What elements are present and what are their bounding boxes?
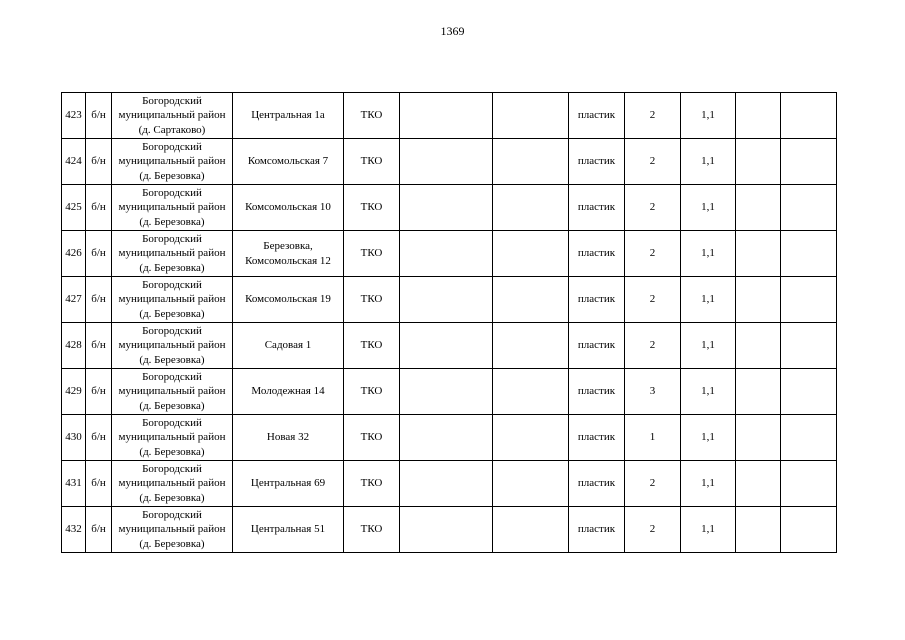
empty-cell <box>400 415 493 461</box>
empty-cell <box>493 461 569 507</box>
empty-cell <box>400 507 493 553</box>
district-cell <box>112 277 233 323</box>
empty-cell <box>493 277 569 323</box>
table-row <box>62 139 837 185</box>
address-cell <box>233 139 344 185</box>
district-cell-line: муниципальный район <box>118 201 226 214</box>
empty-cell <box>781 461 837 507</box>
district-cell-line: Богородский <box>142 140 202 153</box>
district-cell <box>112 369 233 415</box>
container-sites-table <box>61 92 837 553</box>
container-count-cell: 2 <box>625 323 681 369</box>
empty-cell <box>493 507 569 553</box>
address-cell-line: Молодежная 14 <box>251 385 325 398</box>
row-number-cell: 431 <box>62 461 86 507</box>
empty-cell <box>493 231 569 277</box>
district-cell-line: Богородский <box>142 324 202 337</box>
address-cell-line: Комсомольская 7 <box>247 155 329 168</box>
empty-cell <box>400 185 493 231</box>
material-cell: пластик <box>569 139 625 185</box>
table-row <box>62 185 837 231</box>
address-cell-line: Новая 32 <box>266 431 310 444</box>
district-cell-line: Богородский <box>142 186 202 199</box>
container-count-cell: 2 <box>625 185 681 231</box>
empty-cell <box>493 369 569 415</box>
address-cell-line: Центральная 1а <box>251 109 325 122</box>
empty-cell <box>736 93 781 139</box>
district-cell-line: муниципальный район <box>118 385 226 398</box>
material-cell: пластик <box>569 369 625 415</box>
district-cell <box>112 139 233 185</box>
volume-cell: 1,1 <box>681 231 736 277</box>
district-cell <box>112 461 233 507</box>
volume-cell: 1,1 <box>681 185 736 231</box>
district-cell-line: (д. Сартаково) <box>138 123 206 136</box>
no-number-cell: б/н <box>86 93 112 139</box>
district-cell-line: Богородский <box>142 462 202 475</box>
district-cell <box>112 93 233 139</box>
empty-cell <box>400 231 493 277</box>
no-number-cell: б/н <box>86 185 112 231</box>
volume-cell: 1,1 <box>681 277 736 323</box>
district-cell-line: Богородский <box>142 508 202 521</box>
no-number-cell: б/н <box>86 139 112 185</box>
empty-cell <box>400 461 493 507</box>
material-cell: пластик <box>569 415 625 461</box>
empty-cell <box>400 139 493 185</box>
empty-cell <box>781 185 837 231</box>
empty-cell <box>781 369 837 415</box>
table-row <box>62 93 837 139</box>
volume-cell: 1,1 <box>681 369 736 415</box>
empty-cell <box>400 93 493 139</box>
district-cell-line: (д. Березовка) <box>139 169 205 182</box>
empty-cell <box>736 415 781 461</box>
district-cell-line: (д. Березовка) <box>139 215 205 228</box>
district-cell-line: (д. Березовка) <box>139 537 205 550</box>
container-count-cell: 2 <box>625 277 681 323</box>
row-number-cell: 425 <box>62 185 86 231</box>
container-count-cell: 2 <box>625 231 681 277</box>
no-number-cell: б/н <box>86 507 112 553</box>
empty-cell <box>736 369 781 415</box>
empty-cell <box>781 323 837 369</box>
empty-cell <box>781 93 837 139</box>
address-cell <box>233 277 344 323</box>
empty-cell <box>493 185 569 231</box>
waste-type-cell: ТКО <box>344 231 400 277</box>
empty-cell <box>736 231 781 277</box>
no-number-cell: б/н <box>86 277 112 323</box>
row-number-cell: 426 <box>62 231 86 277</box>
container-count-cell: 1 <box>625 415 681 461</box>
address-cell <box>233 415 344 461</box>
container-count-cell: 2 <box>625 139 681 185</box>
row-number-cell: 430 <box>62 415 86 461</box>
page-number: 1369 <box>440 24 465 38</box>
waste-type-cell: ТКО <box>344 461 400 507</box>
table-body <box>62 93 837 553</box>
address-cell <box>233 231 344 277</box>
address-cell <box>233 507 344 553</box>
table-row <box>62 231 837 277</box>
address-cell-line: Комсомольская 19 <box>245 293 331 306</box>
district-cell-line: Богородский <box>142 370 202 383</box>
no-number-cell: б/н <box>86 369 112 415</box>
empty-cell <box>781 507 837 553</box>
empty-cell <box>493 323 569 369</box>
table-row <box>62 277 837 323</box>
district-cell-line: муниципальный район <box>118 155 226 168</box>
empty-cell <box>736 323 781 369</box>
volume-cell: 1,1 <box>681 461 736 507</box>
empty-cell <box>493 139 569 185</box>
table-row <box>62 415 837 461</box>
material-cell: пластик <box>569 231 625 277</box>
empty-cell <box>736 277 781 323</box>
district-cell-line: (д. Березовка) <box>139 399 205 412</box>
empty-cell <box>493 93 569 139</box>
district-cell-line: Богородский <box>142 278 202 291</box>
district-cell-line: муниципальный район <box>118 431 226 444</box>
volume-cell: 1,1 <box>681 507 736 553</box>
material-cell: пластик <box>569 507 625 553</box>
address-cell-line: Центральная 69 <box>250 477 326 490</box>
empty-cell <box>736 507 781 553</box>
district-cell-line: муниципальный район <box>118 339 226 352</box>
material-cell: пластик <box>569 461 625 507</box>
waste-type-cell: ТКО <box>344 323 400 369</box>
address-cell-line: Центральная 51 <box>250 523 326 536</box>
address-cell-line: Комсомольская 12 <box>245 254 331 267</box>
district-cell-line: (д. Березовка) <box>139 307 205 320</box>
empty-cell <box>736 461 781 507</box>
waste-type-cell: ТКО <box>344 185 400 231</box>
container-count-cell: 3 <box>625 369 681 415</box>
district-cell <box>112 415 233 461</box>
volume-cell: 1,1 <box>681 139 736 185</box>
waste-type-cell: ТКО <box>344 369 400 415</box>
address-cell-line: Комсомольская 10 <box>245 201 331 214</box>
table-row <box>62 507 837 553</box>
empty-cell <box>781 231 837 277</box>
address-cell-line: Садовая 1 <box>264 339 312 352</box>
district-cell-line: муниципальный район <box>118 293 226 306</box>
address-cell <box>233 323 344 369</box>
table-row <box>62 369 837 415</box>
waste-type-cell: ТКО <box>344 415 400 461</box>
address-cell <box>233 185 344 231</box>
district-cell <box>112 507 233 553</box>
district-cell <box>112 323 233 369</box>
material-cell: пластик <box>569 185 625 231</box>
row-number-cell: 432 <box>62 507 86 553</box>
empty-cell <box>400 369 493 415</box>
no-number-cell: б/н <box>86 415 112 461</box>
waste-type-cell: ТКО <box>344 93 400 139</box>
waste-type-cell: ТКО <box>344 277 400 323</box>
empty-cell <box>781 277 837 323</box>
row-number-cell: 429 <box>62 369 86 415</box>
district-cell-line: Богородский <box>142 232 202 245</box>
row-number-cell: 427 <box>62 277 86 323</box>
waste-type-cell: ТКО <box>344 139 400 185</box>
empty-cell <box>781 139 837 185</box>
district-cell-line: (д. Березовка) <box>139 445 205 458</box>
empty-cell <box>400 323 493 369</box>
district-cell <box>112 231 233 277</box>
no-number-cell: б/н <box>86 461 112 507</box>
container-count-cell: 2 <box>625 93 681 139</box>
volume-cell: 1,1 <box>681 415 736 461</box>
district-cell-line: муниципальный район <box>118 477 226 490</box>
address-cell-line: Березовка, <box>263 240 313 253</box>
no-number-cell: б/н <box>86 231 112 277</box>
material-cell: пластик <box>569 277 625 323</box>
row-number-cell: 424 <box>62 139 86 185</box>
district-cell-line: (д. Березовка) <box>139 491 205 504</box>
material-cell: пластик <box>569 323 625 369</box>
district-cell-line: Богородский <box>142 416 202 429</box>
empty-cell <box>736 185 781 231</box>
district-cell-line: (д. Березовка) <box>139 261 205 274</box>
empty-cell <box>400 277 493 323</box>
container-count-cell: 2 <box>625 461 681 507</box>
district-cell-line: муниципальный район <box>118 523 226 536</box>
row-number-cell: 428 <box>62 323 86 369</box>
table-row <box>62 461 837 507</box>
volume-cell: 1,1 <box>681 323 736 369</box>
district-cell-line: Богородский <box>142 94 202 107</box>
empty-cell <box>736 139 781 185</box>
material-cell: пластик <box>569 93 625 139</box>
container-count-cell: 2 <box>625 507 681 553</box>
table-row <box>62 323 837 369</box>
row-number-cell: 423 <box>62 93 86 139</box>
no-number-cell: б/н <box>86 323 112 369</box>
empty-cell <box>493 415 569 461</box>
district-cell <box>112 185 233 231</box>
district-cell-line: муниципальный район <box>118 247 226 260</box>
district-cell-line: муниципальный район <box>118 109 226 122</box>
address-cell <box>233 461 344 507</box>
waste-type-cell: ТКО <box>344 507 400 553</box>
empty-cell <box>781 415 837 461</box>
volume-cell: 1,1 <box>681 93 736 139</box>
address-cell <box>233 369 344 415</box>
district-cell-line: (д. Березовка) <box>139 353 205 366</box>
address-cell <box>233 93 344 139</box>
